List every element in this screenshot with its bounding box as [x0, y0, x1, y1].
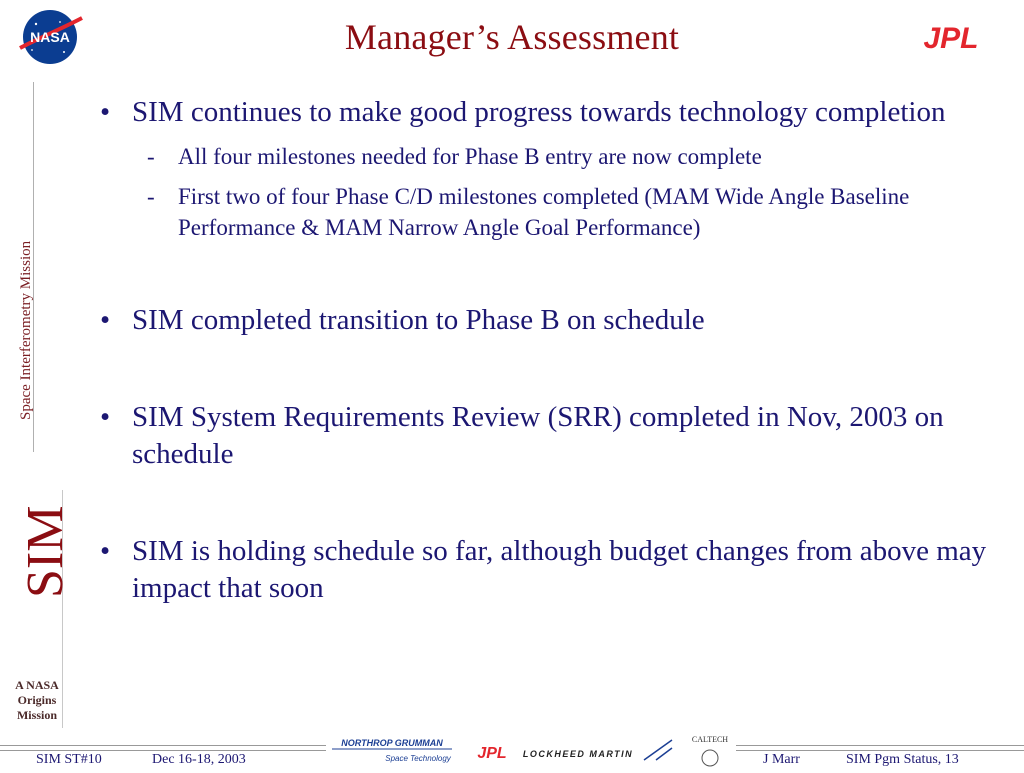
sub-bullet-item — [94, 181, 994, 243]
sub-bullet-item — [94, 141, 994, 172]
footer-author: J Marr — [763, 752, 800, 767]
bullet-item — [94, 533, 994, 607]
northrop-grumman-logo: NORTHROP GRUMMAN — [341, 738, 443, 748]
caltech-logo: CALTECH — [691, 735, 729, 744]
lockheed-star-icon — [644, 740, 672, 760]
slide-body — [94, 94, 994, 607]
origins-line-3: Mission — [16, 708, 57, 722]
sidebar-sim-acronym: SIM — [17, 505, 74, 598]
bullet-marker: • — [100, 401, 111, 433]
jpl-logo-text: JPL — [923, 24, 979, 52]
bullet-marker: • — [100, 96, 111, 128]
bullet-item — [94, 94, 994, 131]
bullet-marker: • — [100, 535, 111, 567]
footer-date: Dec 16-18, 2003 — [152, 752, 246, 767]
northrop-space-technology-label: Space Technology — [385, 754, 451, 763]
sub-bullet-marker: - — [147, 184, 155, 209]
sub-bullet-text: All four milestones needed for Phase B entry are now complete — [178, 144, 762, 169]
jpl-logo — [903, 24, 999, 52]
sidebar-mission-name: Space Interferometry Mission — [18, 240, 34, 420]
partner-logos — [326, 734, 736, 768]
sidebar-origins-label — [6, 678, 68, 723]
lockheed-martin-logo: LOCKHEED MARTIN — [522, 749, 634, 759]
bullet-item — [94, 399, 994, 473]
sub-bullet-text: First two of four Phase C/D milestones completed (MAM Wide Angle Baseline Performance & MAM Narrow Angle Goal Performance) — [178, 184, 910, 240]
bullet-text: SIM System Requirements Review (SRR) completed in Nov, 2003 on schedule — [132, 401, 944, 470]
footer-page: SIM Pgm Status, 13 — [846, 752, 959, 767]
bullet-text: SIM continues to make good progress towards technology completion — [132, 96, 946, 128]
origins-line-1: A NASA — [15, 678, 59, 692]
page-title: Manager’s Assessment — [344, 17, 680, 57]
footer-meeting: SIM ST#10 — [36, 752, 102, 767]
sub-bullet-marker: - — [147, 144, 155, 169]
origins-line-2: Origins — [17, 693, 57, 707]
jpl-small-logo: JPL — [477, 745, 507, 762]
nasa-logo-text: NASA — [30, 29, 70, 45]
bullet-marker: • — [100, 304, 111, 336]
bullet-text: SIM completed transition to Phase B on schedule — [132, 304, 705, 336]
bullet-text: SIM is holding schedule so far, although budget changes from above may impact that soon — [132, 535, 987, 604]
caltech-seal-icon — [702, 750, 718, 766]
bullet-item — [94, 302, 994, 339]
